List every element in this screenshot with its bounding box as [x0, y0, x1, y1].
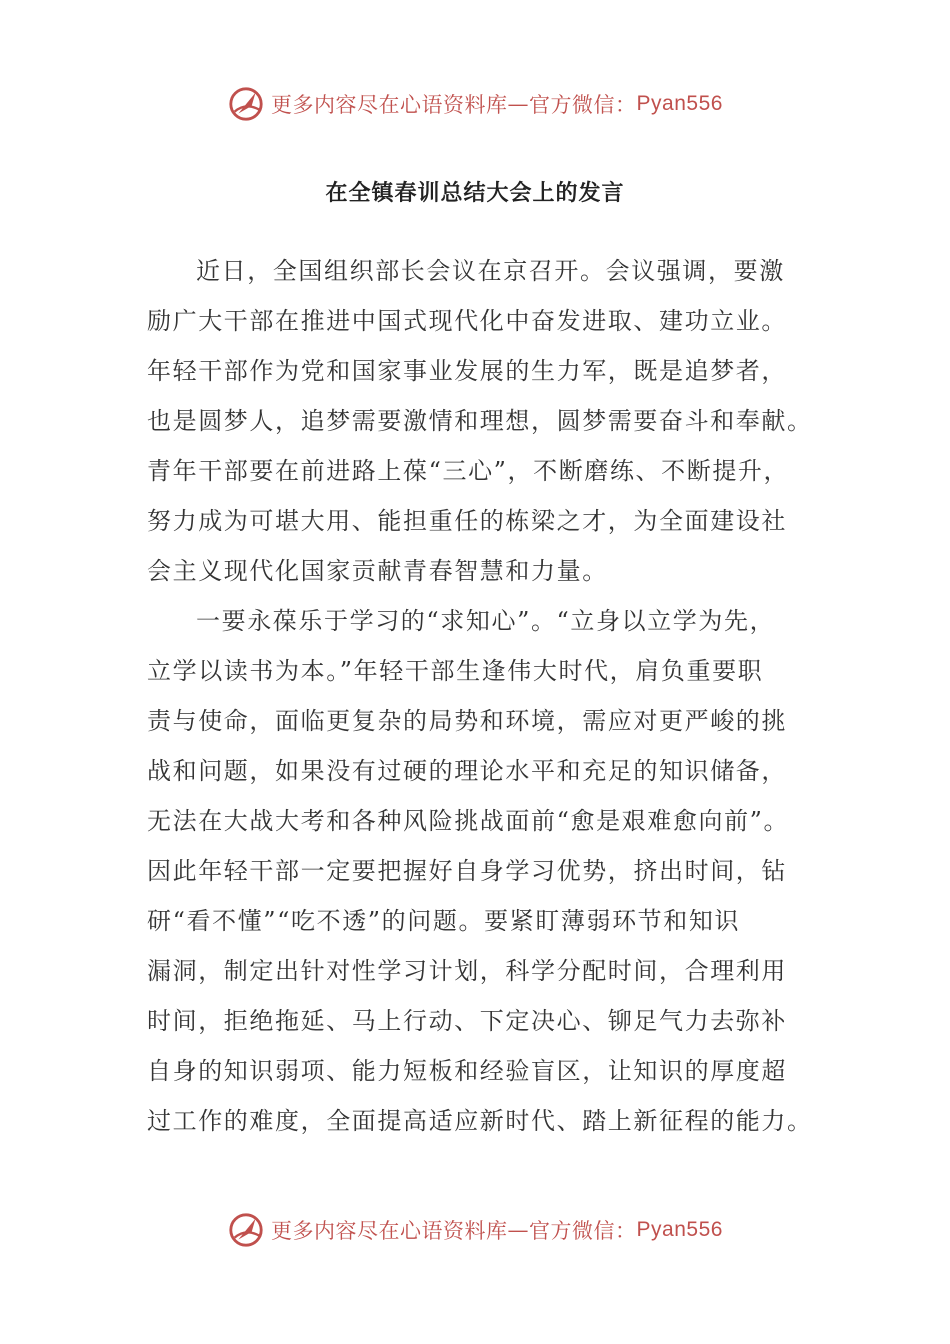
text-line: 过工作的难度，全面提高适应新时代、踏上新征程的能力。: [147, 1107, 813, 1135]
watermark-text: 更多内容尽在心语资料库: [271, 93, 508, 117]
watermark-id: Pyan556: [636, 92, 723, 115]
text-line: 因此年轻干部一定要把握好自身学习优势，挤出时间，钻: [147, 857, 787, 885]
text-line: 一要永葆乐于学习的“求知心”。“立身以立学为先，: [196, 607, 776, 635]
text-line: 青年干部要在前进路上葆“三心”，不断磨练、不断提升，: [147, 457, 790, 485]
text-line: 立学以读书为本。”年轻干部生逢伟大时代，肩负重要职: [147, 657, 764, 685]
footer-watermark: [0, 1210, 950, 1250]
text-line: 无法在大战大考和各种风险挑战面前“愈是艰难愈向前”。: [147, 807, 790, 835]
document-body: [147, 246, 813, 1146]
watermark-id: Pyan556: [636, 1218, 723, 1241]
text-line: 也是圆梦人，追梦需要激情和理想，圆梦需要奋斗和奉献。: [147, 407, 813, 435]
text-line: 努力成为可堪大用、能担重任的栋梁之才，为全面建设社: [147, 507, 787, 535]
watermark-separator: —: [507, 92, 530, 116]
text-line: 自身的知识弱项、能力短板和经验盲区，让知识的厚度超: [147, 1057, 787, 1085]
watermark-text: 更多内容尽在心语资料库: [271, 1219, 508, 1243]
header-watermark: [0, 84, 950, 124]
text-line: 研“看不懂”“吃不透”的问题。要紧盯薄弱环节和知识: [147, 907, 741, 935]
document-title: 在全镇春训总结大会上的发言: [325, 180, 625, 206]
text-line: 会主义现代化国家贡献青春智慧和力量。: [147, 557, 608, 585]
watermark-contact: 官方微信：: [529, 93, 637, 117]
text-line: 近日，全国组织部长会议在京召开。会议强调，要激: [196, 257, 785, 285]
watermark-contact: 官方微信：: [529, 1219, 637, 1243]
text-line: 年轻干部作为党和国家事业发展的生力军，既是追梦者，: [147, 357, 787, 385]
text-line: 时间，拒绝拖延、马上行动、下定决心、铆足气力去弥补: [147, 1007, 787, 1035]
watermark-separator: —: [507, 1218, 530, 1242]
text-line: 励广大干部在推进中国式现代化中奋发进取、建功立业。: [147, 307, 787, 335]
text-line: 战和问题，如果没有过硬的理论水平和充足的知识储备，: [147, 757, 787, 785]
quill-pen-logo-icon: [227, 85, 265, 123]
quill-pen-logo-icon: [227, 1211, 265, 1249]
text-line: 漏洞，制定出针对性学习计划，科学分配时间，合理利用: [147, 957, 787, 985]
text-line: 责与使命，面临更复杂的局势和环境，需应对更严峻的挑: [147, 707, 787, 735]
